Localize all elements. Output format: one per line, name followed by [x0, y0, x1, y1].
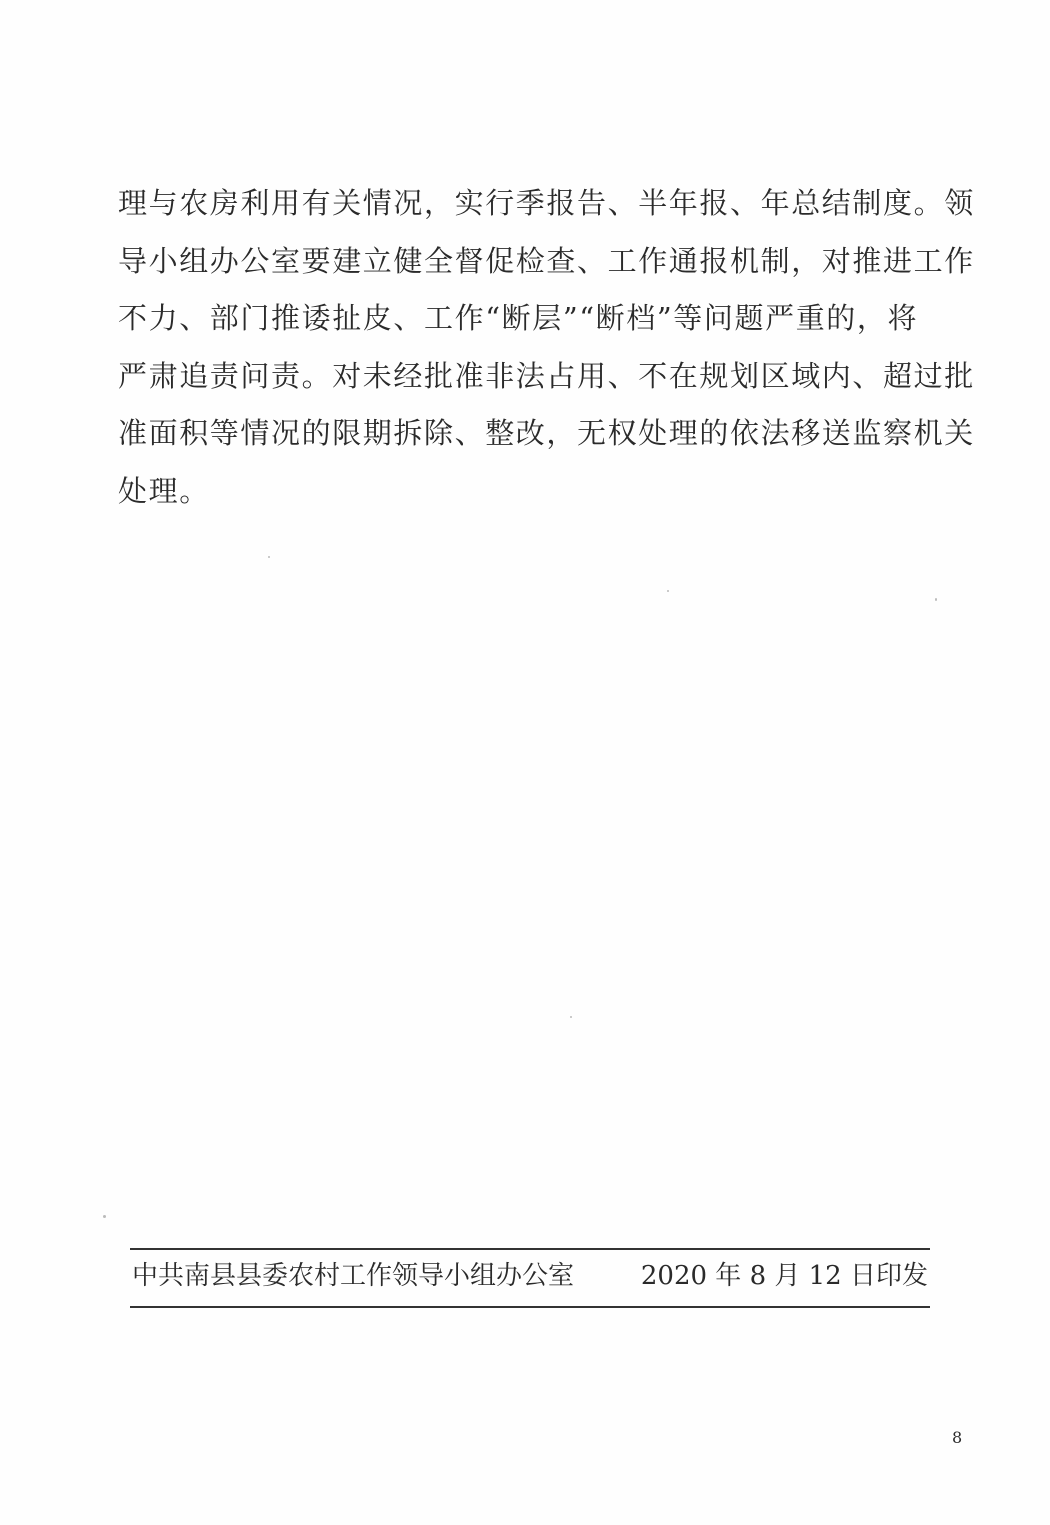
body-line: 不力、部门推诿扯皮、工作“断层”“断档”等问题严重的，将	[118, 301, 919, 335]
scan-speck	[103, 1215, 106, 1218]
body-line: 处理。	[118, 473, 210, 508]
scan-speck	[570, 1016, 572, 1018]
scan-speck	[935, 598, 937, 601]
issuer-name: 中共南县县委农村工作领导小组办公室	[132, 1261, 575, 1291]
issue-date: 2020 年 8 月 12 日印发	[640, 1261, 928, 1291]
body-line: 导小组办公室要建立健全督促检查、工作通报机制，对推进工作	[118, 243, 975, 278]
body-line: 准面积等情况的限期拆除、整改，无权处理的依法移送监察机关	[118, 416, 975, 450]
body-line: 严肃追责问责。对未经批准非法占用、不在规划区域内、超过批	[118, 358, 975, 393]
body-line: 理与农房利用有关情况，实行季报告、半年报、年总结制度。领	[118, 186, 975, 220]
scan-speck	[667, 590, 669, 592]
body-paragraph	[118, 178, 975, 523]
scan-speck	[268, 556, 270, 558]
issuance-footer	[130, 1248, 930, 1308]
page-number: 8	[952, 1428, 963, 1447]
